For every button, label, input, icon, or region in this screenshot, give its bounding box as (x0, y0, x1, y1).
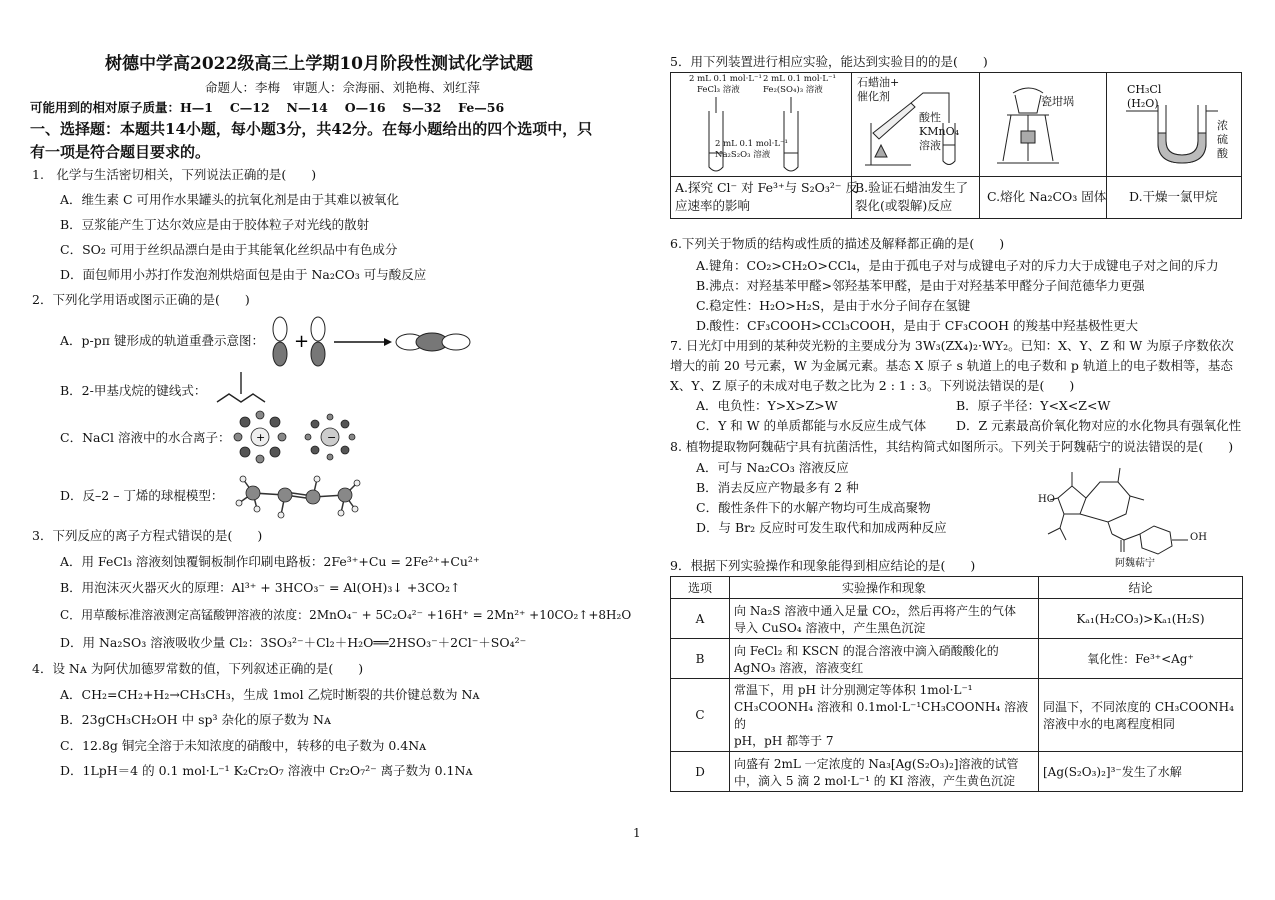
u-tube-diagram (1106, 73, 1241, 176)
q7-stem-3: X、Y、Z 原子的未成对电子数之比为 2 : 1 : 3。下列说法错误的是( ) (670, 378, 1075, 393)
crucible-diagram (979, 73, 1107, 176)
op-line: 导入 CuSO₄ 溶液中，产生黑色沉淀 (734, 620, 926, 635)
fig-d-label-1: CH₃Cl (1127, 83, 1162, 96)
q9-row-b-option: B (671, 639, 730, 679)
fig-d-label-2: (H₂O) (1127, 97, 1159, 110)
q9-row-c-conclusion (1039, 679, 1243, 752)
fig-d-label-4: 硫 (1217, 133, 1228, 146)
q2-option-c: C．NaCl 溶液中的水合离子： (60, 430, 231, 445)
svg-text:+: + (256, 431, 266, 444)
fig-a-label-bottom-1: 2 mL 0.1 mol·L⁻¹ (715, 139, 788, 149)
q7-stem-1: 7. 日光灯中用到的某种荧光粉的主要成分为 3W₃(ZX₄)₂·WY₂。已知：X、Y、Z 和 W 为原子序数依次 (670, 338, 1234, 353)
q9-row-b-operation (730, 639, 1039, 679)
q7-option-b: B．原子半径：Y<X<Z<W (956, 398, 1111, 413)
q5-apparatus-table (670, 72, 1242, 219)
table-row (671, 679, 1243, 752)
ferutinin-oh-label: OH (1190, 532, 1207, 543)
q5-option-a-2: 应速率的影响 (675, 198, 751, 213)
q9-row-b-conclusion: 氧化性：Fe³⁺<Ag⁺ (1039, 639, 1243, 679)
table-row (671, 752, 1243, 792)
op-line: AgNO₃ 溶液，溶液变红 (734, 660, 864, 675)
q7-stem-2: 增大的前 20 号元素，W 为金属元素。基态 X 原子 s 轨道上的电子数和 p 轨道上的电子数相等，基态 (670, 358, 1233, 373)
q5-option-b-1: B.验证石蜡油发生了 (855, 180, 969, 195)
q8-option-b: B．消去反应产物最多有 2 种 (696, 480, 859, 495)
q5-stem: 5．用下列装置进行相应实验，能达到实验目的的是( ) (670, 54, 988, 69)
q1-option-c: C．SO₂ 可用于丝织品漂白是由于其能氧化丝织品中有色成分 (60, 242, 398, 257)
q2-stem: 2．下列化学用语或图示正确的是( ) (32, 292, 250, 307)
q6-option-a: A.键角：CO₂>CH₂O>CCl₄，是由于孤电子对与成键电子对的斥力大于成键电子对之间的斥力 (696, 258, 1219, 273)
fig-b-label-3: 酸性 (919, 111, 941, 124)
q1-option-a: A．维生素 C 可用作水果罐头的抗氧化剂是由于其难以被氧化 (60, 192, 400, 207)
q9-row-a-conclusion: Kₐ₁(H₂CO₃)>Kₐ₁(H₂S) (1039, 599, 1243, 639)
q5-option-a-1: A.探究 Cl⁻ 对 Fe³⁺与 S₂O₃²⁻ 反 (675, 180, 858, 195)
fig-b-label-2: 催化剂 (857, 90, 890, 103)
q2-option-d: D．反–2 – 丁烯的球棍模型： (60, 488, 224, 503)
svg-text:+: + (294, 331, 310, 352)
p-orbital-overlap-diagram (268, 316, 468, 368)
q4-option-a: A．CH₂=CH₂+H₂→CH₃CH₃，生成 1mol 乙烷时断裂的共价键总数为 Nᴀ (60, 687, 480, 702)
cracking-apparatus-diagram (851, 73, 979, 176)
ball-stick-model-diagram (235, 475, 360, 525)
q9-header-conclusion: 结论 (1039, 577, 1243, 599)
q2-option-b: B．2-甲基戊烷的键线式： (60, 383, 207, 398)
fig-d-label-3: 浓 (1217, 119, 1228, 132)
conc-line: 同温下，不同浓度的 CH₃COONH₄ (1043, 700, 1234, 714)
q8-option-a: A．可与 Na₂CO₃ 溶液反应 (696, 460, 849, 475)
q4-option-d: D．1LpH＝4 的 0.1 mol·L⁻¹ K₂Cr₂O₇ 溶液中 Cr₂O₇²⁻ 离子数为 0.1Nᴀ (60, 763, 473, 778)
fig-b-label-1: 石蜡油+ (857, 76, 900, 89)
q3-option-a: A．用 FeCl₃ 溶液刻蚀覆铜板制作印刷电路板：2Fe³⁺+Cu = 2Fe²⁺+Cu²⁺ (60, 554, 480, 569)
op-line: 中，滴入 5 滴 2 mol·L⁻¹ 的 KI 溶液，产生黄色沉淀 (734, 773, 1016, 788)
fig-c-label: 瓷坩埚 (1041, 95, 1074, 108)
op-line: 向 Na₂S 溶液中通入足量 CO₂，然后再将产生的气体 (734, 603, 1016, 618)
q9-row-d-conclusion: [Ag(S₂O₃)₂]³⁻发生了水解 (1039, 752, 1243, 792)
ferutinin-structure-diagram (1038, 460, 1248, 555)
op-line: CH₃COONH₄ 溶液和 0.1mol·L⁻¹CH₃COONH₄ 溶液的 (734, 700, 1029, 731)
q9-row-d-option: D (671, 752, 730, 792)
q9-row-a-operation (730, 599, 1039, 639)
ferutinin-caption: 阿魏萜宁 (1115, 558, 1155, 569)
page-number: 1 (633, 826, 641, 840)
q6-stem: 6.下列关于物质的结构或性质的描述及解释都正确的是( ) (670, 236, 1005, 251)
q9-row-c-operation (730, 679, 1039, 752)
section-heading: 一、选择题：本题共14小题，每小题3分，共42分。在每小题给出的四个选项中，只 (30, 120, 593, 138)
fig-a-label-right-2: Fe₂(SO₄)₃ 溶液 (763, 85, 823, 95)
q4-stem: 4．设 Nᴀ 为阿伏加德罗常数的值，下列叙述正确的是( ) (32, 661, 364, 676)
op-line: pH，pH 都等于 7 (734, 734, 834, 748)
fig-a-label-left-2: FeCl₃ 溶液 (697, 85, 740, 95)
q9-table (670, 576, 1243, 792)
q7-option-c: C．Y 和 W 的单质都能与水反应生成气体 (696, 418, 927, 433)
q5-option-b-2: 裂化(或裂解)反应 (855, 198, 953, 213)
q7-option-d: D．Z 元素最高价氧化物对应的水化物具有强氧化性 (956, 418, 1242, 433)
q5-option-d: D.干燥一氯甲烷 (1129, 189, 1218, 204)
q3-option-b: B．用泡沫灭火器灭火的原理：Al³⁺ + 3HCO₃⁻ = Al(OH)₃↓ +3CO₂↑ (60, 580, 461, 595)
atomic-masses: 可能用到的相对原子质量：H—1 C—12 N—14 O—16 S—32 Fe—56 (30, 100, 505, 115)
q9-row-d-operation (730, 752, 1039, 792)
q9-header-row (671, 577, 1243, 599)
op-line: 向 FeCl₂ 和 KSCN 的混合溶液中滴入硝酸酸化的 (734, 643, 999, 658)
q8-option-d: D．与 Br₂ 反应时可发生取代和加成两种反应 (696, 520, 947, 535)
conc-line: 溶液中水的电离程度相同 (1043, 717, 1176, 731)
table-row (671, 639, 1243, 679)
q9-header-operation: 实验操作和现象 (730, 577, 1039, 599)
test-tubes-diagram (671, 73, 851, 176)
q9-row-c-option: C (671, 679, 730, 752)
q4-option-b: B．23gCH₃CH₂OH 中 sp³ 杂化的原子数为 Nᴀ (60, 712, 332, 727)
hydrated-ion-diagram (235, 412, 375, 464)
fig-b-label-4: KMnO₄ (919, 125, 959, 138)
q2-option-a: A．p-pπ 键形成的轨道重叠示意图： (60, 333, 264, 348)
q3-option-c: C．用草酸标准溶液测定高锰酸钾溶液的浓度：2MnO₄⁻ + 5C₂O₄²⁻ +16H⁺ = 2Mn²⁺ +10CO₂↑+8H₂O (60, 608, 632, 622)
page-title: 树德中学高2022级高三上学期10月阶段性测试化学试题 (105, 54, 533, 74)
q8-stem: 8. 植物提取物阿魏萜宁具有抗菌活性，其结构简式如图所示。下列关于阿魏萜宁的说法错误的是( ) (670, 439, 1234, 454)
q1-option-b: B．豆浆能产生丁达尔效应是由于胶体粒子对光线的散射 (60, 217, 370, 232)
q6-option-d: D.酸性：CF₃COOH>CCl₃COOH，是由于 CF₃COOH 的羧基中羟基极性更大 (696, 318, 1138, 333)
q9-stem: 9．根据下列实验操作和现象能得到相应结论的是( ) (670, 558, 976, 573)
q3-option-d: D．用 Na₂SO₃ 溶液吸收少量 Cl₂：3SO₃²⁻＋Cl₂＋H₂O══2HSO₃⁻＋2Cl⁻＋SO₄²⁻ (60, 635, 527, 650)
q1-option-d: D．面包师用小苏打作发泡剂烘焙面包是由于 Na₂CO₃ 可与酸反应 (60, 267, 427, 282)
q9-row-a-option: A (671, 599, 730, 639)
ferutinin-ho-label: HO (1038, 494, 1055, 505)
fig-a-label-left-1: 2 mL 0.1 mol·L⁻¹ (689, 74, 762, 84)
q6-option-c: C.稳定性：H₂O>H₂S，是由于水分子间存在氢键 (696, 298, 971, 313)
fig-a-label-bottom-2: Na₂S₂O₃ 溶液 (715, 150, 771, 160)
q9-header-option: 选项 (671, 577, 730, 599)
table-row (671, 599, 1243, 639)
section-heading-2: 有一项是符合题目要求的。 (30, 143, 211, 161)
q7-option-a: A．电负性：Y>X>Z>W (696, 398, 838, 413)
q4-option-c: C．12.8g 铜完全溶于未知浓度的硝酸中，转移的电子数为 0.4Nᴀ (60, 738, 427, 753)
authors: 命题人：李梅 审题人：佘海丽、刘艳梅、刘红萍 (205, 80, 481, 95)
fig-b-label-5: 溶液 (919, 139, 941, 152)
svg-text:−: − (327, 431, 337, 444)
q1-stem: 1. 化学与生活密切相关，下列说法正确的是( ) (32, 167, 317, 182)
q6-option-b: B.沸点：对羟基苯甲醛>邻羟基苯甲醛，是由于对羟基苯甲醛分子间范德华力更强 (696, 278, 1145, 293)
q5-option-c: C.熔化 Na₂CO₃ 固体 (987, 189, 1107, 204)
fig-a-label-right-1: 2 mL 0.1 mol·L⁻¹ (763, 74, 836, 84)
op-line: 常温下，用 pH 计分别测定等体积 1mol·L⁻¹ (734, 683, 973, 697)
op-line: 向盛有 2mL 一定浓度的 Na₃[Ag(S₂O₃)₂]溶液的试管 (734, 756, 1019, 771)
fig-d-label-5: 酸 (1217, 147, 1228, 160)
q8-option-c: C．酸性条件下的水解产物均可生成高聚物 (696, 500, 931, 515)
q3-stem: 3．下列反应的离子方程式错误的是( ) (32, 528, 263, 543)
skeletal-formula-diagram (215, 374, 275, 410)
